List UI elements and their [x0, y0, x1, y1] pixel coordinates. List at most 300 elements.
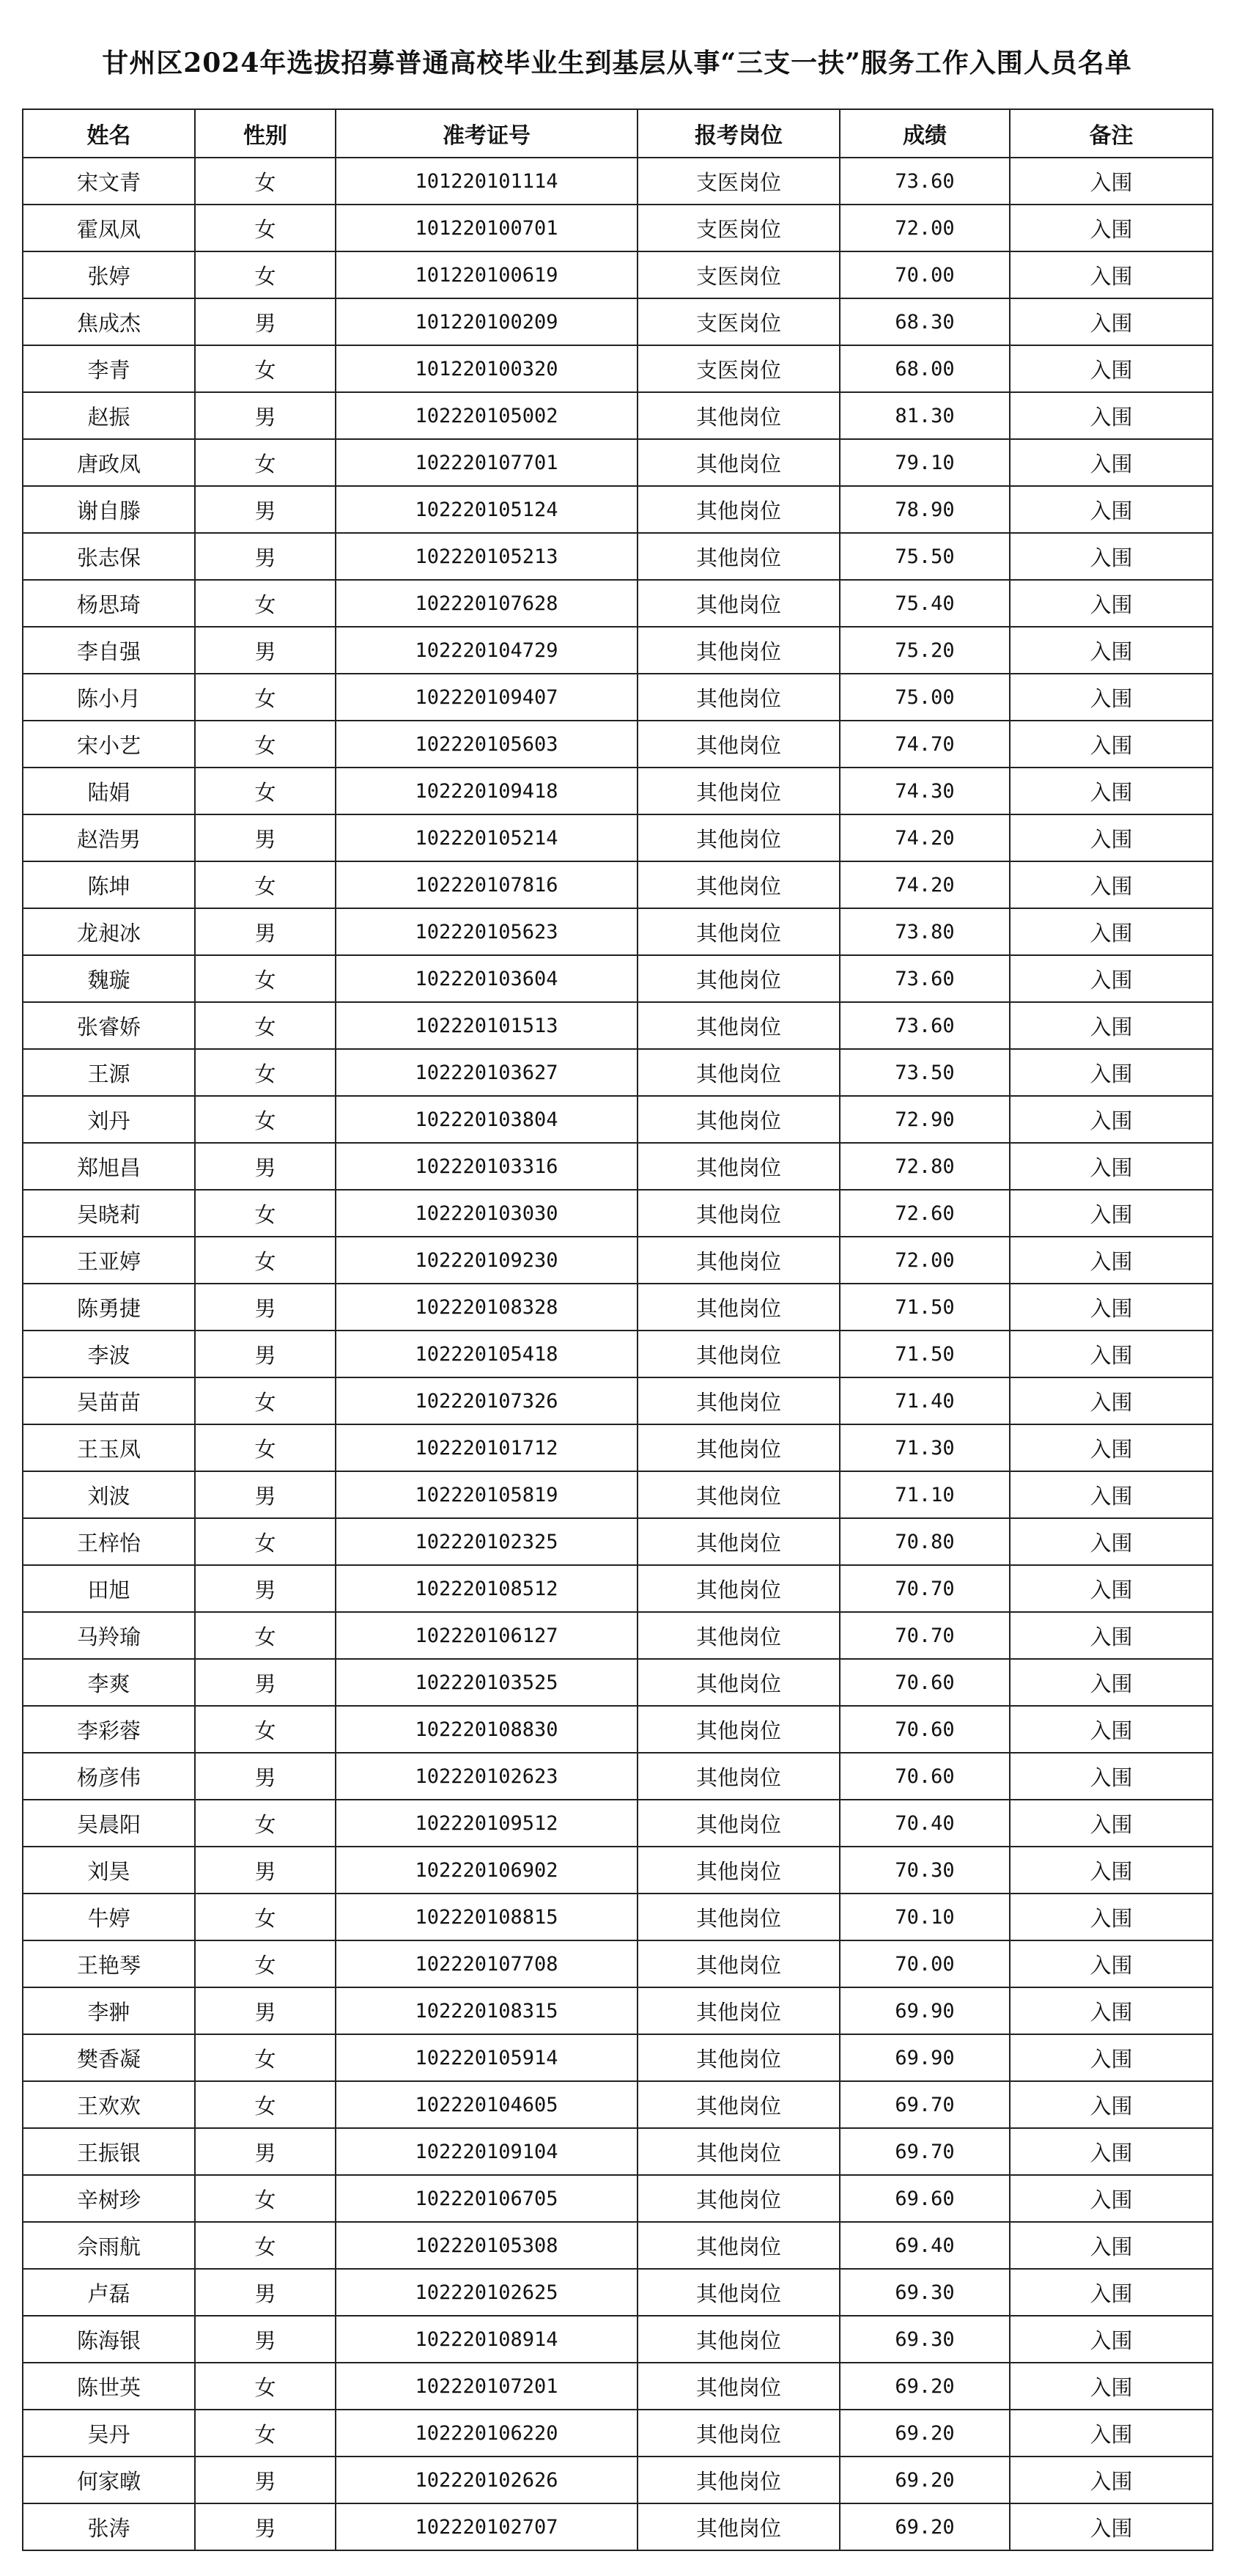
- cell-remark: 入围: [1010, 2175, 1213, 2222]
- cell-name: 陈小月: [23, 674, 195, 721]
- cell-position: 其他岗位: [638, 1940, 840, 1987]
- cell-name: 辛树珍: [23, 2175, 195, 2222]
- cell-position: 其他岗位: [638, 627, 840, 674]
- cell-gender: 女: [195, 721, 336, 768]
- cell-position: 其他岗位: [638, 1518, 840, 1565]
- cell-gender: 女: [195, 251, 336, 298]
- cell-gender: 男: [195, 2457, 336, 2503]
- cell-remark: 入围: [1010, 580, 1213, 627]
- cell-name: 吴苗苗: [23, 1377, 195, 1424]
- cell-remark: 入围: [1010, 1143, 1213, 1190]
- column-header-score: 成绩: [840, 109, 1010, 158]
- cell-name: 唐政凤: [23, 439, 195, 486]
- cell-exam-number: 102220108512: [336, 1565, 638, 1612]
- cell-score: 73.50: [840, 1049, 1010, 1096]
- cell-gender: 男: [195, 1565, 336, 1612]
- roster-table: [22, 108, 1213, 2551]
- cell-position: 其他岗位: [638, 1049, 840, 1096]
- table-row: [23, 814, 1213, 861]
- cell-remark: 入围: [1010, 2410, 1213, 2457]
- cell-score: 71.50: [840, 1331, 1010, 1377]
- document-title: 甘州区2024年选拔招募普通高校毕业生到基层从事“三支一扶”服务工作入围人员名单: [102, 48, 1132, 78]
- table-row: [23, 1753, 1213, 1800]
- cell-score: 78.90: [840, 486, 1010, 533]
- cell-score: 69.20: [840, 2503, 1010, 2550]
- cell-name: 牛婷: [23, 1894, 195, 1940]
- cell-score: 72.00: [840, 1237, 1010, 1284]
- cell-gender: 女: [195, 158, 336, 205]
- cell-score: 74.30: [840, 768, 1010, 814]
- cell-score: 71.30: [840, 1424, 1010, 1471]
- cell-exam-number: 102220106705: [336, 2175, 638, 2222]
- table-row: [23, 1659, 1213, 1706]
- cell-position: 其他岗位: [638, 1143, 840, 1190]
- cell-exam-number: 102220109104: [336, 2128, 638, 2175]
- cell-name: 杨彦伟: [23, 1753, 195, 1800]
- table-row: [23, 768, 1213, 814]
- table-row: [23, 158, 1213, 205]
- table-header: [23, 109, 1213, 158]
- cell-exam-number: 102220106902: [336, 1847, 638, 1894]
- cell-score: 69.70: [840, 2081, 1010, 2128]
- table-row: [23, 533, 1213, 580]
- cell-gender: 男: [195, 1659, 336, 1706]
- cell-remark: 入围: [1010, 1518, 1213, 1565]
- table-row: [23, 580, 1213, 627]
- cell-exam-number: 102220101712: [336, 1424, 638, 1471]
- table-row: [23, 1424, 1213, 1471]
- cell-gender: 女: [195, 1800, 336, 1847]
- cell-score: 75.00: [840, 674, 1010, 721]
- cell-position: 其他岗位: [638, 2081, 840, 2128]
- cell-remark: 入围: [1010, 721, 1213, 768]
- cell-remark: 入围: [1010, 2034, 1213, 2081]
- cell-name: 张婷: [23, 251, 195, 298]
- cell-remark: 入围: [1010, 298, 1213, 345]
- cell-position: 其他岗位: [638, 2269, 840, 2316]
- cell-position: 其他岗位: [638, 1612, 840, 1659]
- cell-exam-number: 102220105623: [336, 908, 638, 955]
- cell-exam-number: 102220107201: [336, 2363, 638, 2410]
- cell-name: 宋小艺: [23, 721, 195, 768]
- cell-exam-number: 102220103604: [336, 955, 638, 1002]
- cell-gender: 男: [195, 1331, 336, 1377]
- cell-gender: 女: [195, 1237, 336, 1284]
- cell-gender: 女: [195, 2222, 336, 2269]
- cell-exam-number: 101220100320: [336, 345, 638, 392]
- cell-score: 69.30: [840, 2316, 1010, 2363]
- cell-name: 何家暾: [23, 2457, 195, 2503]
- cell-score: 79.10: [840, 439, 1010, 486]
- cell-name: 王梓怡: [23, 1518, 195, 1565]
- column-header-exam-number: 准考证号: [336, 109, 638, 158]
- cell-exam-number: 102220107326: [336, 1377, 638, 1424]
- cell-position: 其他岗位: [638, 955, 840, 1002]
- cell-exam-number: 102220102625: [336, 2269, 638, 2316]
- cell-exam-number: 102220104729: [336, 627, 638, 674]
- cell-name: 李翀: [23, 1987, 195, 2034]
- cell-name: 李波: [23, 1331, 195, 1377]
- cell-exam-number: 102220109230: [336, 1237, 638, 1284]
- cell-remark: 入围: [1010, 2316, 1213, 2363]
- cell-gender: 男: [195, 908, 336, 955]
- cell-score: 69.90: [840, 1987, 1010, 2034]
- cell-score: 75.50: [840, 533, 1010, 580]
- cell-position: 其他岗位: [638, 1800, 840, 1847]
- table-row: [23, 1612, 1213, 1659]
- cell-exam-number: 101220100209: [336, 298, 638, 345]
- cell-exam-number: 102220102325: [336, 1518, 638, 1565]
- cell-exam-number: 102220105213: [336, 533, 638, 580]
- cell-name: 王振银: [23, 2128, 195, 2175]
- cell-exam-number: 102220105214: [336, 814, 638, 861]
- table-row: [23, 251, 1213, 298]
- table-row: [23, 205, 1213, 251]
- cell-position: 其他岗位: [638, 439, 840, 486]
- cell-remark: 入围: [1010, 158, 1213, 205]
- cell-position: 支医岗位: [638, 251, 840, 298]
- cell-score: 81.30: [840, 392, 1010, 439]
- cell-name: 李青: [23, 345, 195, 392]
- cell-score: 69.20: [840, 2363, 1010, 2410]
- cell-gender: 男: [195, 486, 336, 533]
- cell-gender: 女: [195, 1190, 336, 1237]
- table-row: [23, 1096, 1213, 1143]
- cell-remark: 入围: [1010, 627, 1213, 674]
- cell-position: 其他岗位: [638, 580, 840, 627]
- table-row: [23, 2222, 1213, 2269]
- cell-gender: 女: [195, 1518, 336, 1565]
- cell-exam-number: 102220105308: [336, 2222, 638, 2269]
- cell-exam-number: 102220106220: [336, 2410, 638, 2457]
- cell-remark: 入围: [1010, 1565, 1213, 1612]
- cell-remark: 入围: [1010, 1940, 1213, 1987]
- cell-score: 72.00: [840, 205, 1010, 251]
- cell-remark: 入围: [1010, 1190, 1213, 1237]
- cell-gender: 男: [195, 2128, 336, 2175]
- cell-remark: 入围: [1010, 861, 1213, 908]
- cell-position: 其他岗位: [638, 1753, 840, 1800]
- cell-exam-number: 101220100619: [336, 251, 638, 298]
- cell-gender: 男: [195, 2503, 336, 2550]
- cell-remark: 入围: [1010, 205, 1213, 251]
- cell-position: 其他岗位: [638, 674, 840, 721]
- cell-remark: 入围: [1010, 768, 1213, 814]
- cell-score: 73.60: [840, 955, 1010, 1002]
- table-row: [23, 1800, 1213, 1847]
- cell-remark: 入围: [1010, 1424, 1213, 1471]
- cell-position: 支医岗位: [638, 158, 840, 205]
- cell-exam-number: 101220101114: [336, 158, 638, 205]
- table-row: [23, 1237, 1213, 1284]
- table-row: [23, 1847, 1213, 1894]
- cell-exam-number: 102220105418: [336, 1331, 638, 1377]
- cell-remark: 入围: [1010, 2363, 1213, 2410]
- cell-remark: 入围: [1010, 1471, 1213, 1518]
- cell-exam-number: 102220103030: [336, 1190, 638, 1237]
- table-row: [23, 2269, 1213, 2316]
- cell-gender: 女: [195, 1049, 336, 1096]
- table-row: [23, 1190, 1213, 1237]
- cell-score: 74.20: [840, 814, 1010, 861]
- cell-gender: 女: [195, 2034, 336, 2081]
- cell-gender: 男: [195, 2316, 336, 2363]
- cell-score: 70.80: [840, 1518, 1010, 1565]
- cell-gender: 女: [195, 861, 336, 908]
- cell-remark: 入围: [1010, 1987, 1213, 2034]
- cell-gender: 女: [195, 1096, 336, 1143]
- cell-name: 张涛: [23, 2503, 195, 2550]
- cell-exam-number: 102220107816: [336, 861, 638, 908]
- cell-name: 赵浩男: [23, 814, 195, 861]
- cell-exam-number: 102220105603: [336, 721, 638, 768]
- cell-gender: 女: [195, 1940, 336, 1987]
- cell-position: 支医岗位: [638, 345, 840, 392]
- cell-gender: 女: [195, 674, 336, 721]
- cell-name: 杨思琦: [23, 580, 195, 627]
- cell-score: 70.00: [840, 1940, 1010, 1987]
- column-header-name: 姓名: [23, 109, 195, 158]
- cell-exam-number: 102220102623: [336, 1753, 638, 1800]
- table-row: [23, 2363, 1213, 2410]
- table-row: [23, 1987, 1213, 2034]
- table-row: [23, 908, 1213, 955]
- cell-gender: 男: [195, 533, 336, 580]
- cell-exam-number: 102220107701: [336, 439, 638, 486]
- cell-score: 69.20: [840, 2457, 1010, 2503]
- cell-position: 其他岗位: [638, 1847, 840, 1894]
- cell-position: 其他岗位: [638, 768, 840, 814]
- table-row: [23, 2175, 1213, 2222]
- cell-name: 佘雨航: [23, 2222, 195, 2269]
- cell-gender: 男: [195, 2269, 336, 2316]
- cell-name: 陈坤: [23, 861, 195, 908]
- cell-exam-number: 102220108914: [336, 2316, 638, 2363]
- table-row: [23, 2457, 1213, 2503]
- cell-score: 72.80: [840, 1143, 1010, 1190]
- cell-position: 其他岗位: [638, 2128, 840, 2175]
- cell-name: 王源: [23, 1049, 195, 1096]
- cell-gender: 女: [195, 580, 336, 627]
- cell-score: 69.70: [840, 2128, 1010, 2175]
- cell-name: 霍凤凤: [23, 205, 195, 251]
- cell-gender: 女: [195, 2363, 336, 2410]
- cell-name: 魏璇: [23, 955, 195, 1002]
- cell-position: 其他岗位: [638, 2034, 840, 2081]
- table-row: [23, 486, 1213, 533]
- cell-remark: 入围: [1010, 674, 1213, 721]
- cell-remark: 入围: [1010, 1753, 1213, 1800]
- cell-position: 其他岗位: [638, 1096, 840, 1143]
- cell-position: 支医岗位: [638, 205, 840, 251]
- cell-score: 69.60: [840, 2175, 1010, 2222]
- cell-exam-number: 102220103804: [336, 1096, 638, 1143]
- cell-remark: 入围: [1010, 251, 1213, 298]
- cell-name: 李彩蓉: [23, 1706, 195, 1753]
- column-header-remark: 备注: [1010, 109, 1213, 158]
- table-row: [23, 674, 1213, 721]
- cell-remark: 入围: [1010, 2222, 1213, 2269]
- cell-gender: 男: [195, 298, 336, 345]
- cell-position: 其他岗位: [638, 1706, 840, 1753]
- cell-position: 其他岗位: [638, 1894, 840, 1940]
- table-row: [23, 1565, 1213, 1612]
- cell-gender: 女: [195, 1706, 336, 1753]
- table-row: [23, 1143, 1213, 1190]
- cell-gender: 女: [195, 2175, 336, 2222]
- table-row: [23, 392, 1213, 439]
- cell-position: 其他岗位: [638, 721, 840, 768]
- cell-name: 赵振: [23, 392, 195, 439]
- cell-score: 69.20: [840, 2410, 1010, 2457]
- cell-position: 其他岗位: [638, 2222, 840, 2269]
- cell-gender: 男: [195, 1284, 336, 1331]
- cell-name: 田旭: [23, 1565, 195, 1612]
- cell-remark: 入围: [1010, 2503, 1213, 2550]
- cell-score: 69.30: [840, 2269, 1010, 2316]
- cell-remark: 入围: [1010, 2081, 1213, 2128]
- cell-name: 陆娟: [23, 768, 195, 814]
- cell-remark: 入围: [1010, 1049, 1213, 1096]
- cell-name: 焦成杰: [23, 298, 195, 345]
- cell-remark: 入围: [1010, 2457, 1213, 2503]
- table-row: [23, 2503, 1213, 2550]
- cell-gender: 男: [195, 627, 336, 674]
- cell-remark: 入围: [1010, 1706, 1213, 1753]
- cell-gender: 女: [195, 1424, 336, 1471]
- cell-gender: 女: [195, 768, 336, 814]
- cell-position: 其他岗位: [638, 2410, 840, 2457]
- cell-remark: 入围: [1010, 1659, 1213, 1706]
- cell-position: 其他岗位: [638, 1190, 840, 1237]
- cell-score: 75.40: [840, 580, 1010, 627]
- cell-gender: 男: [195, 1471, 336, 1518]
- cell-position: 其他岗位: [638, 1284, 840, 1331]
- cell-position: 其他岗位: [638, 1987, 840, 2034]
- cell-name: 刘波: [23, 1471, 195, 1518]
- table-row: [23, 2316, 1213, 2363]
- cell-name: 卢磊: [23, 2269, 195, 2316]
- cell-name: 吴丹: [23, 2410, 195, 2457]
- table-row: [23, 2410, 1213, 2457]
- table-row: [23, 1940, 1213, 1987]
- table-row: [23, 2034, 1213, 2081]
- table-row: [23, 1706, 1213, 1753]
- cell-name: 谢自滕: [23, 486, 195, 533]
- cell-gender: 女: [195, 955, 336, 1002]
- cell-position: 其他岗位: [638, 2316, 840, 2363]
- cell-gender: 女: [195, 1377, 336, 1424]
- cell-name: 龙昶冰: [23, 908, 195, 955]
- cell-position: 其他岗位: [638, 1237, 840, 1284]
- cell-position: 其他岗位: [638, 533, 840, 580]
- cell-score: 70.40: [840, 1800, 1010, 1847]
- table-row: [23, 1518, 1213, 1565]
- cell-score: 70.10: [840, 1894, 1010, 1940]
- cell-position: 其他岗位: [638, 1471, 840, 1518]
- table-row: [23, 721, 1213, 768]
- table-row: [23, 1894, 1213, 1940]
- cell-position: 其他岗位: [638, 392, 840, 439]
- cell-gender: 男: [195, 1987, 336, 2034]
- cell-remark: 入围: [1010, 1377, 1213, 1424]
- cell-position: 其他岗位: [638, 908, 840, 955]
- cell-score: 73.80: [840, 908, 1010, 955]
- cell-exam-number: 101220100701: [336, 205, 638, 251]
- cell-exam-number: 102220108830: [336, 1706, 638, 1753]
- cell-gender: 女: [195, 345, 336, 392]
- cell-remark: 入围: [1010, 1331, 1213, 1377]
- cell-name: 郑旭昌: [23, 1143, 195, 1190]
- cell-score: 68.30: [840, 298, 1010, 345]
- cell-remark: 入围: [1010, 392, 1213, 439]
- cell-gender: 女: [195, 1002, 336, 1049]
- cell-name: 马羚瑜: [23, 1612, 195, 1659]
- cell-exam-number: 102220109407: [336, 674, 638, 721]
- cell-exam-number: 102220105914: [336, 2034, 638, 2081]
- cell-position: 其他岗位: [638, 1565, 840, 1612]
- cell-remark: 入围: [1010, 955, 1213, 1002]
- cell-remark: 入围: [1010, 814, 1213, 861]
- cell-gender: 男: [195, 1847, 336, 1894]
- cell-exam-number: 102220104605: [336, 2081, 638, 2128]
- table-row: [23, 627, 1213, 674]
- cell-gender: 女: [195, 439, 336, 486]
- cell-exam-number: 102220109512: [336, 1800, 638, 1847]
- cell-score: 71.40: [840, 1377, 1010, 1424]
- cell-exam-number: 102220103525: [336, 1659, 638, 1706]
- table-row: [23, 298, 1213, 345]
- cell-gender: 女: [195, 1612, 336, 1659]
- cell-remark: 入围: [1010, 908, 1213, 955]
- cell-exam-number: 102220103316: [336, 1143, 638, 1190]
- cell-score: 68.00: [840, 345, 1010, 392]
- cell-exam-number: 102220109418: [336, 768, 638, 814]
- cell-exam-number: 102220108328: [336, 1284, 638, 1331]
- cell-score: 74.70: [840, 721, 1010, 768]
- cell-remark: 入围: [1010, 1002, 1213, 1049]
- cell-exam-number: 102220102626: [336, 2457, 638, 2503]
- column-header-gender: 性别: [195, 109, 336, 158]
- table-row: [23, 439, 1213, 486]
- cell-exam-number: 102220105819: [336, 1471, 638, 1518]
- cell-score: 73.60: [840, 1002, 1010, 1049]
- cell-name: 王艳琴: [23, 1940, 195, 1987]
- cell-score: 71.10: [840, 1471, 1010, 1518]
- cell-remark: 入围: [1010, 2128, 1213, 2175]
- cell-remark: 入围: [1010, 533, 1213, 580]
- cell-remark: 入围: [1010, 2269, 1213, 2316]
- cell-name: 李自强: [23, 627, 195, 674]
- cell-score: 70.60: [840, 1753, 1010, 1800]
- cell-position: 其他岗位: [638, 1331, 840, 1377]
- cell-remark: 入围: [1010, 1237, 1213, 1284]
- cell-exam-number: 102220105002: [336, 392, 638, 439]
- cell-name: 宋文青: [23, 158, 195, 205]
- cell-position: 其他岗位: [638, 1377, 840, 1424]
- cell-gender: 女: [195, 1894, 336, 1940]
- cell-name: 张睿娇: [23, 1002, 195, 1049]
- cell-remark: 入围: [1010, 1284, 1213, 1331]
- cell-gender: 女: [195, 205, 336, 251]
- table-row: [23, 2128, 1213, 2175]
- cell-gender: 男: [195, 392, 336, 439]
- cell-score: 69.90: [840, 2034, 1010, 2081]
- cell-score: 72.60: [840, 1190, 1010, 1237]
- cell-name: 刘昊: [23, 1847, 195, 1894]
- cell-position: 其他岗位: [638, 1659, 840, 1706]
- cell-gender: 女: [195, 2410, 336, 2457]
